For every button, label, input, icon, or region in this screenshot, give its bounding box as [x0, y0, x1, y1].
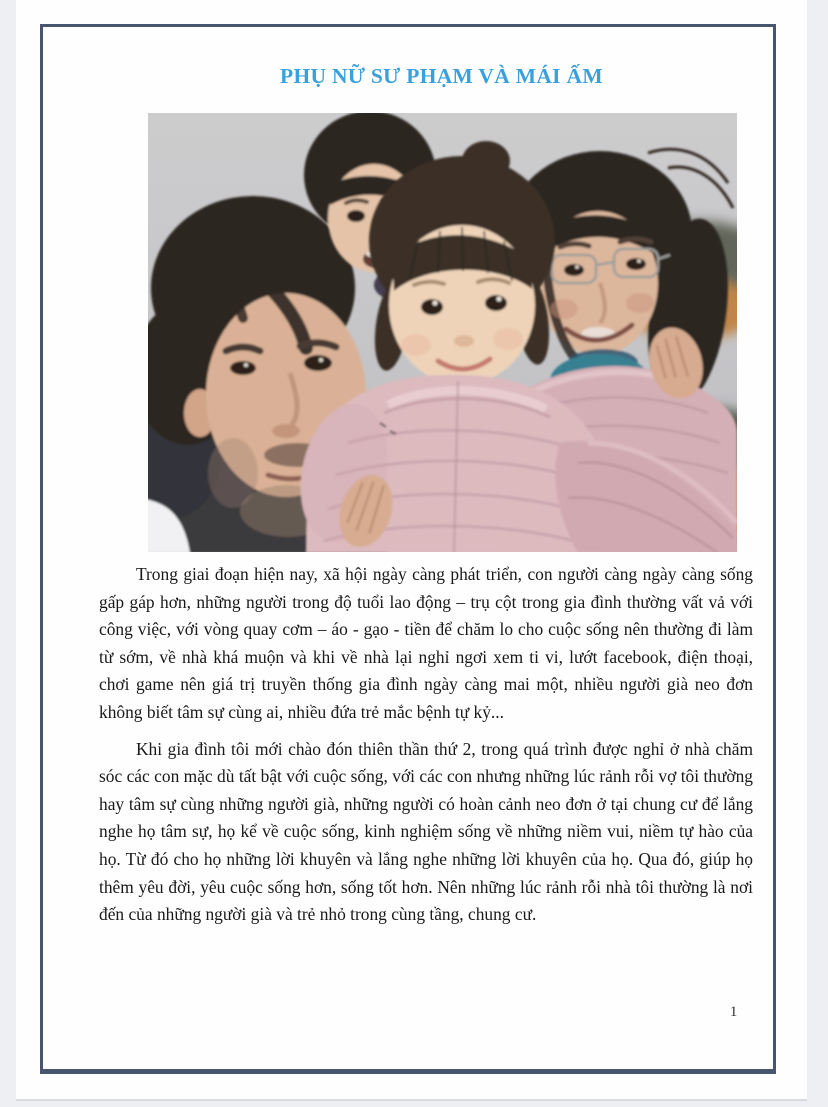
page-number: 1	[730, 1004, 738, 1020]
photo-haze-overlay	[148, 113, 737, 552]
paragraph-1: Trong giai đoạn hiện nay, xã hội ngày càng phát triển, con người càng ngày càng sống gấp gáp hơn, những người trong độ tuổi lao động – trụ cột trong gia đình thường vất vả với công việc, với vòng quay cơm – áo - gạo - tiền để chăm lo cho cuộc sống nên thường đi làm từ sớm, về nhà khá muộn và khi về nhà lại nghỉ ngơi xem ti vi, lướt facebook, điện thoại, chơi game nên giá trị truyền thống gia đình ngày càng mai một, nhiều người già neo đơn không biết tâm sự cùng ai, nhiều đứa trẻ mắc bệnh tự kỷ...	[99, 564, 753, 722]
document-page	[16, 0, 807, 1101]
page-title: PHỤ NỮ SƯ PHẠM VÀ MÁI ẤM	[280, 64, 603, 88]
paragraph-2: Khi gia đình tôi mới chào đón thiên thần thứ 2, trong quá trình được nghỉ ở nhà chăm sóc các con mặc dù tất bật với cuộc sống, với các con nhưng những lúc rảnh rỗi vợ tôi thường hay tâm sự cùng những người già, những người có hoàn cảnh neo đơn ở tại chung cư để lắng nghe họ tâm sự, họ kể về cuộc sống, kinh nghiệm sống về những niềm vui, niềm tự hào của họ. Từ đó cho họ những lời khuyên và lắng nghe những lời khuyên của họ. Qua đó, giúp họ thêm yêu đời, yêu cuộc sống hơn, sống tốt hơn. Nên những lúc rảnh rỗi nhà tôi thường là nơi đến của những người già và trẻ nhỏ trong cùng tầng, chung cư.	[99, 738, 753, 925]
document-body-text	[99, 561, 753, 929]
family-photo-illustration	[148, 113, 737, 552]
family-photo	[148, 113, 737, 552]
